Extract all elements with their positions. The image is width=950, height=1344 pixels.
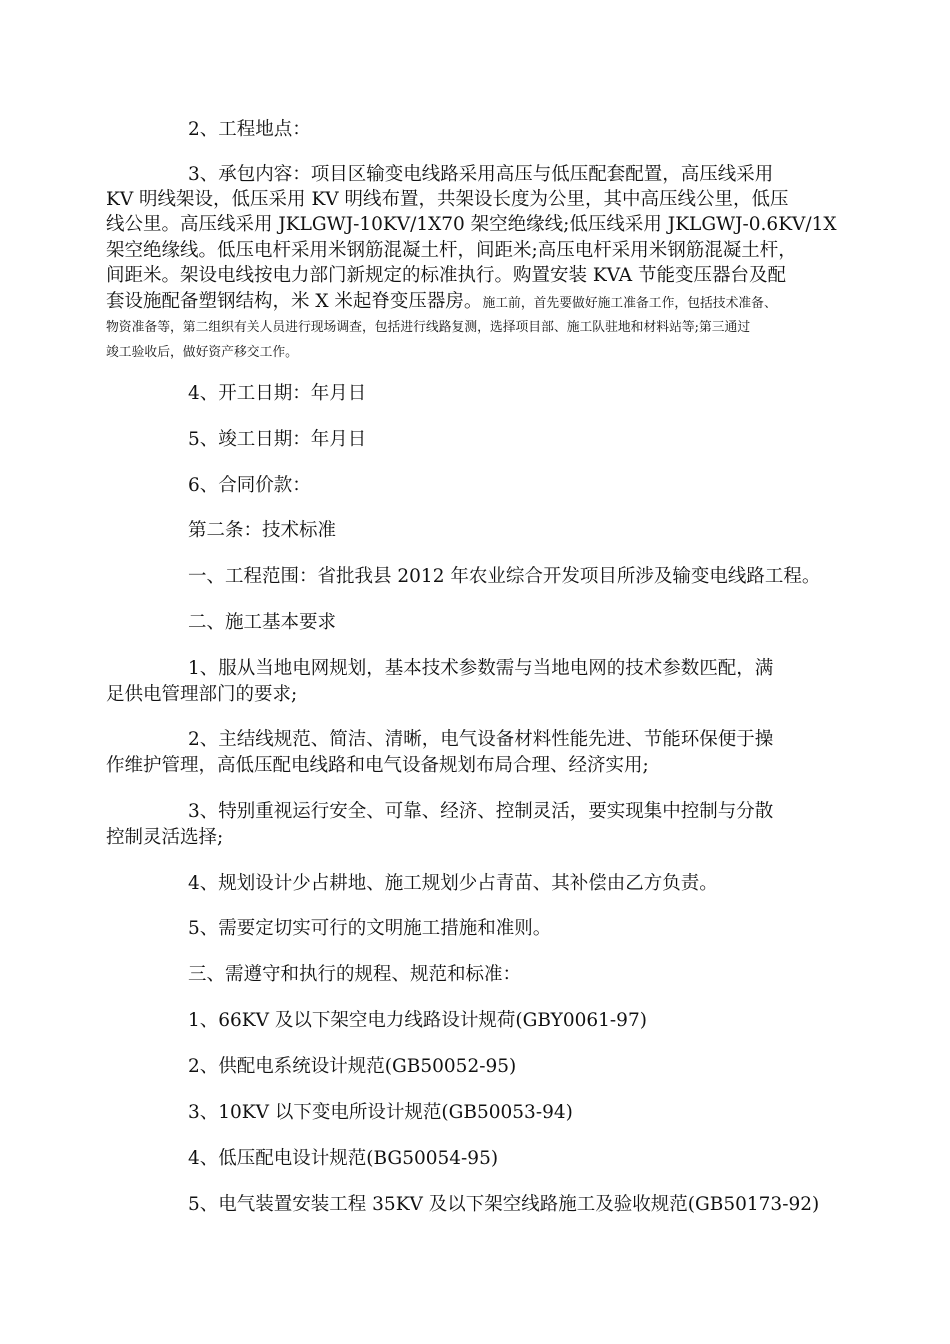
requirement-line: 3、特别重视运行安全、可靠、经济、控制灵活，要实现集中控制与分散 <box>188 801 774 822</box>
requirement-line: 足供电管理部门的要求; <box>106 684 298 705</box>
item-contract-content-line: 3、承包内容：项目区输变电线路采用高压与低压配套配置，高压线采用 <box>188 164 774 185</box>
standard-item: 4、低压配电设计规范(BG50054-95) <box>188 1148 499 1169</box>
item-contract-content-text: 套设施配备塑钢结构，米 X 米起脊变压器房。 <box>106 291 483 312</box>
requirement-line: 2、主结线规范、简洁、清晰，电气设备材料性能先进、节能环保便于操 <box>188 729 774 750</box>
item-contract-content-line: 架空绝缘线。低压电杆采用米钢筋混凝土杆，间距米;高压电杆采用米钢筋混凝土杆， <box>106 240 797 261</box>
standard-item: 2、供配电系统设计规范(GB50052-95) <box>188 1056 517 1077</box>
standard-item: 3、10KV 以下变电所设计规范(GB50053-94) <box>188 1102 573 1123</box>
item-start-date: 4、开工日期：年月日 <box>188 383 367 404</box>
item-contract-content-line: 线公里。高压线采用 JKLGWJ-10KV/1X70 架空绝缘线;低压线采用 JKLGWJ-0.6KV/1X <box>106 214 837 235</box>
item-completion-date: 5、竣工日期：年月日 <box>188 429 367 450</box>
standard-item: 5、电气装置安装工程 35KV 及以下架空线路施工及验收规范(GB50173-92) <box>188 1194 820 1215</box>
item-contract-content-line: 间距米。架设电线按电力部门新规定的标准执行。购置安装 KVA 节能变压器台及配 <box>106 265 787 286</box>
section-standards: 三、需遵守和执行的规程、规范和标准： <box>188 964 522 985</box>
requirement-line: 4、规划设计少占耕地、施工规划少占青苗、其补偿由乙方负责。 <box>188 873 718 894</box>
item-contract-content-line: KV 明线架设，低压采用 KV 明线布置，共架设长度为公里，其中高压线公里，低压 <box>106 189 789 210</box>
requirement-line: 1、服从当地电网规划，基本技术参数需与当地电网的技术参数匹配，满 <box>188 658 774 679</box>
requirement-line: 控制灵活选择; <box>106 827 224 848</box>
construction-prep-line: 竣工验收后，做好资产移交工作。 <box>106 345 298 360</box>
requirement-line: 作维护管理，高低压配电线路和电气设备规划布局合理、经济实用; <box>106 755 649 776</box>
construction-prep-line: 物资准备等，第二组织有关人员进行现场调查，包括进行线路复测，选择项目部、施工队驻地和材料站等;第三通过 <box>106 320 751 335</box>
standard-item: 1、66KV 及以下架空电力线路设计规荷(GBY0061-97) <box>188 1010 647 1031</box>
item-contract-content-line <box>106 290 777 316</box>
requirement-line: 5、需要定切实可行的文明施工措施和准则。 <box>188 918 552 939</box>
section-scope: 一、工程范围：省批我县 2012 年农业综合开发项目所涉及输变电线路工程。 <box>188 566 821 587</box>
item-contract-price: 6、合同价款： <box>188 475 311 496</box>
article-heading: 第二条：技术标准 <box>188 520 337 541</box>
item-project-location: 2、工程地点： <box>188 119 311 140</box>
construction-prep-text: 施工前，首先要做好施工准备工作，包括技术准备、 <box>482 296 777 311</box>
section-basic-requirements: 二、施工基本要求 <box>188 612 337 633</box>
